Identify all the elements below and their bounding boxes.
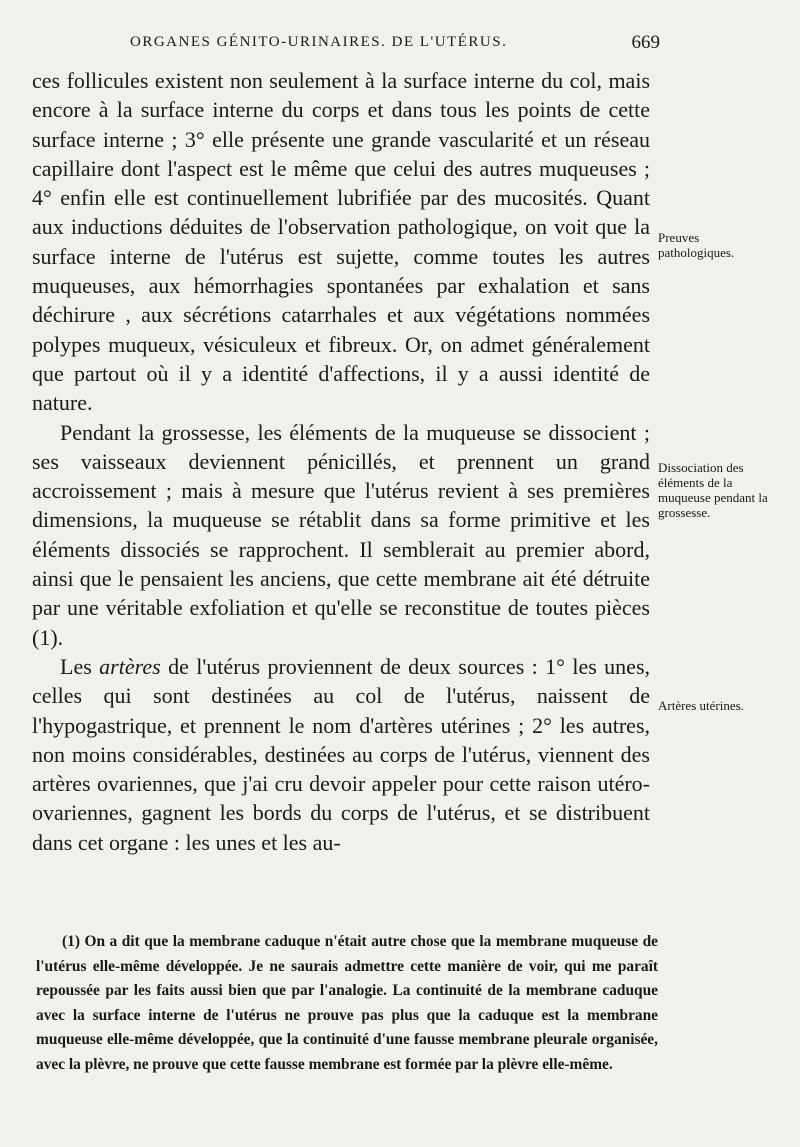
paragraph-3-rest: de l'utérus proviennent de deux sources : 1° les unes, celles qui sont destinées au col de l'utérus, naissent de l'hypogastrique, et prennent le nom d'artères utérines ; 2° les autres, non moins considérables, destinées au corps de l'utérus, viennent des artères ovariennes, que j'ai cru devoir appeler pour cette raison utéro-ovariennes, gagnent les bords du corps de l'utérus, et se distribuent dans cet organe : les unes et les au-	[32, 653, 651, 855]
main-text	[32, 66, 650, 857]
page-number: 669	[631, 32, 660, 53]
italic-term: artères	[99, 653, 161, 679]
paragraph-3-start: Les	[60, 653, 100, 679]
running-title: ORGANES GÉNITO-URINAIRES. DE L'UTÉRUS.	[130, 34, 508, 50]
footnote	[36, 930, 658, 1078]
margin-note-preuves: Preuves pathologiques.	[658, 230, 735, 260]
margin-note-dissociation: Dissociation des éléments de la muqueuse pendant la grossesse.	[658, 460, 768, 520]
paragraph-3	[32, 652, 650, 857]
footnote-text: (1) On a dit que la membrane caduque n'était autre chose que la membrane muqueuse de l'utérus elle-même développée. Je ne saurais admettre cette manière de voir, qui me paraît repoussée par les faits aussi bien que par l'analogie. La continuité de la membrane caduque avec la surface interne de l'utérus ne prouve pas plus que la caduque est la membrane muqueuse elle-même développée, que la continuité d'une fausse membrane pleurale organisée, avec la plèvre, ne prouve que cette fausse membrane est formée par la plèvre elle-même.	[36, 933, 658, 1073]
page-header	[120, 30, 660, 58]
margin-note-arteres: Artères utérines.	[658, 698, 744, 713]
paragraph-2: Pendant la grossesse, les éléments de la muqueuse se dissocient ; ses vaisseaux deviennent pénicillés, et prennent un grand accroissement ; mais à mesure que l'utérus revient à ses premières dimensions, la muqueuse se rétablit dans sa forme primitive et les éléments dissociés se rapprochent. Il semblerait au premier abord, ainsi que le pensaient les anciens, que cette membrane ait été détruite par une véritable exfoliation et qu'elle se reconstitue de toutes pièces (1).	[32, 419, 650, 650]
paragraph-1: ces follicules existent non seulement à la surface interne du col, mais encore à la surface interne du corps et dans tous les points de cette surface interne ; 3° elle présente une grande vascularité et un réseau capillaire dont l'aspect est le même que celui des autres muqueuses ; 4° enfin elle est continuellement lubrifiée par des mucosités. Quant aux inductions déduites de l'observation pathologique, on voit que la surface interne de l'utérus est sujette, comme toutes les autres muqueuses, aux hémorrhagies spontanées par exhalation et sans déchirure , aux sécrétions catarrhales et aux végétations nommées polypes muqueux, vésiculeux et fibreux. Or, on admet généralement que partout où il y a identité d'affections, il y a aussi identité de nature.	[32, 68, 650, 416]
